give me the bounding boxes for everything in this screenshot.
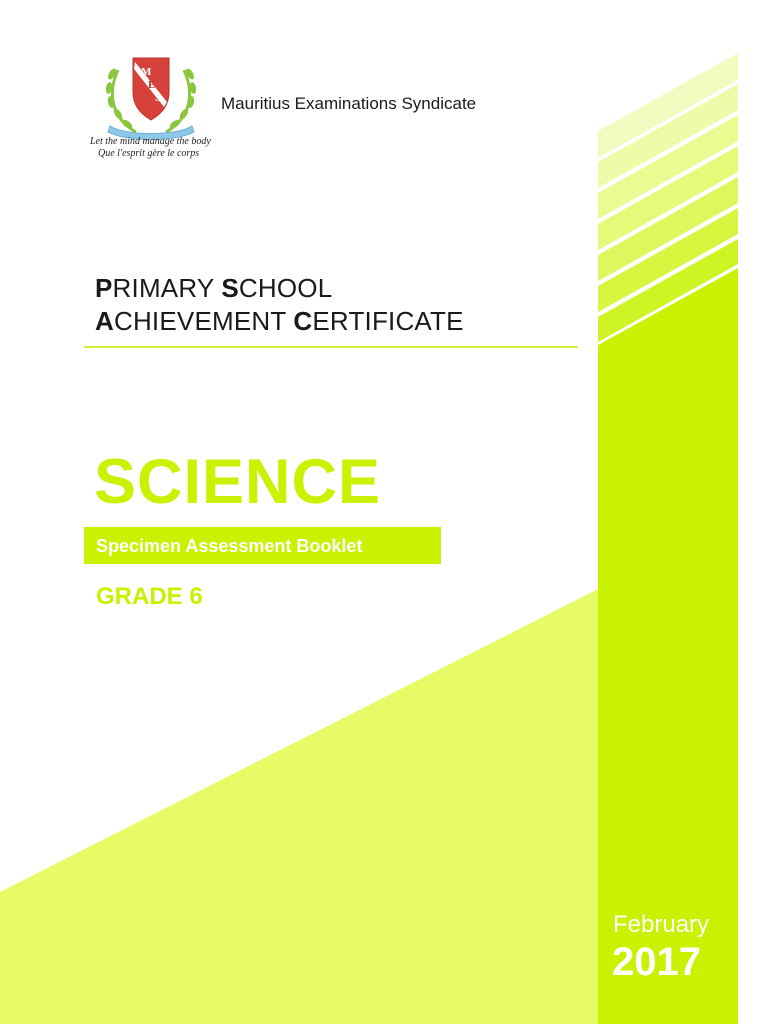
grade-label: GRADE 6 [96,583,203,610]
publication-year: 2017 [612,940,701,984]
logo-letter-e: E [148,79,156,91]
motto-line-english: Let the mind manage the body [90,136,211,147]
motto [90,136,211,160]
booklet-label: Specimen Assessment Booklet [96,536,363,556]
certificate-title-line-1: PRIMARY SCHOOL [95,273,333,303]
logo-letter-s: S [155,92,162,104]
organization-name: Mauritius Examinations Syndicate [221,94,477,113]
title-divider [84,346,578,348]
publication-month: February [613,911,710,938]
certificate-title [95,272,464,338]
logo-letter-m: M [141,66,152,78]
mes-crest-logo [96,44,206,144]
motto-line-french: Que l'esprit gère le corps [98,148,200,159]
certificate-title-line-2: ACHIEVEMENT CERTIFICATE [95,306,464,336]
subject-title: SCIENCE [94,447,382,517]
